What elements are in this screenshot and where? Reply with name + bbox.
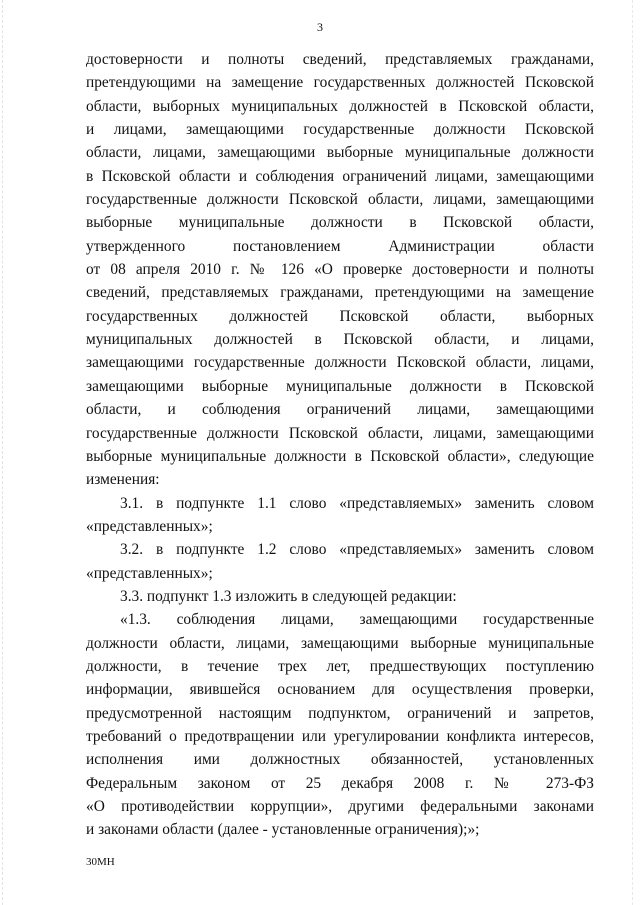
text-line: 3.3. подпункт 1.3 изложить в следующей редакции: xyxy=(120,587,457,605)
text-line: предусмотренной настоящим подпунктом, ограничений и запретов, xyxy=(86,704,594,722)
text-line: в Псковской области и соблюдения ограничений лицами, замещающими xyxy=(86,167,594,185)
text-line: 3.2. в подпункте 1.2 слово «представляемых» заменить словом xyxy=(120,541,594,559)
text-line: и законами области (далее - установленные ограничения);»; xyxy=(86,821,480,839)
scan-edge-right xyxy=(632,0,634,905)
text-line: и лицами, замещающими государственные должности Псковской xyxy=(86,121,594,139)
text-line: изменения: xyxy=(86,471,160,489)
text-line: сведений, представляемых гражданами, претендующими на замещение xyxy=(86,284,594,302)
document-body xyxy=(86,48,594,842)
text-line: «О противодействии коррупции», другими федеральными законами xyxy=(86,798,594,815)
text-line: от 08 апреля 2010 г. № 126 «О проверке достоверности и полноты xyxy=(86,261,594,279)
text-line: области, лицами, замещающими выборные муниципальные должности xyxy=(86,144,594,162)
text-line: муниципальных должностей в Псковской области, и лицами, xyxy=(86,331,594,349)
text-line: выборные муниципальные должности в Псковской области», следующие xyxy=(86,447,594,465)
text-line: «представленных»; xyxy=(86,517,213,535)
text-line: «1.3. соблюдения лицами, замещающими государственные xyxy=(120,611,594,629)
text-line: 3.1. в подпункте 1.1 слово «представляемых» заменить словом xyxy=(120,494,594,512)
text-line: государственные должности Псковской области, лицами, замещающими xyxy=(86,191,594,209)
text-line: государственные должности Псковской области, лицами, замещающими xyxy=(86,424,594,442)
text-line: замещающими выборные муниципальные должности в Псковской xyxy=(86,377,594,395)
text-line: государственных должностей Псковской области, выборных xyxy=(86,307,594,325)
text-line: «представленных»; xyxy=(86,564,213,582)
text-line: выборные муниципальные должности в Псковской области, xyxy=(86,214,594,232)
text-line: претендующими на замещение государственных должностей Псковской xyxy=(86,74,594,92)
text-line: требований о предотвращении или урегулировании конфликта интересов, xyxy=(86,727,594,745)
text-line: должности области, лицами, замещающими выборные муниципальные xyxy=(86,634,594,652)
text-line: Федеральным законом от 25 декабря 2008 г. № 273-ФЗ xyxy=(86,774,594,792)
text-line: достоверности и полноты сведений, представляемых гражданами, xyxy=(86,51,594,68)
scan-edge-left xyxy=(2,0,4,905)
text-line: утвержденного постановлением Администрации области xyxy=(86,237,594,255)
text-line: исполнения ими должностных обязанностей, установленных xyxy=(86,751,594,769)
text-line: области, и соблюдения ограничений лицами, замещающими xyxy=(86,401,594,419)
footer-code: 30МН xyxy=(86,856,115,868)
text-line: области, выборных муниципальных должностей в Псковской области, xyxy=(86,97,594,115)
text-line: информации, явившейся основанием для осуществления проверки, xyxy=(86,681,594,699)
text-line: замещающими государственные должности Псковской области, лицами, xyxy=(86,354,594,372)
page-number: 3 xyxy=(317,20,323,34)
text-line: должности, в течение трех лет, предшествующих поступлению xyxy=(86,657,594,675)
